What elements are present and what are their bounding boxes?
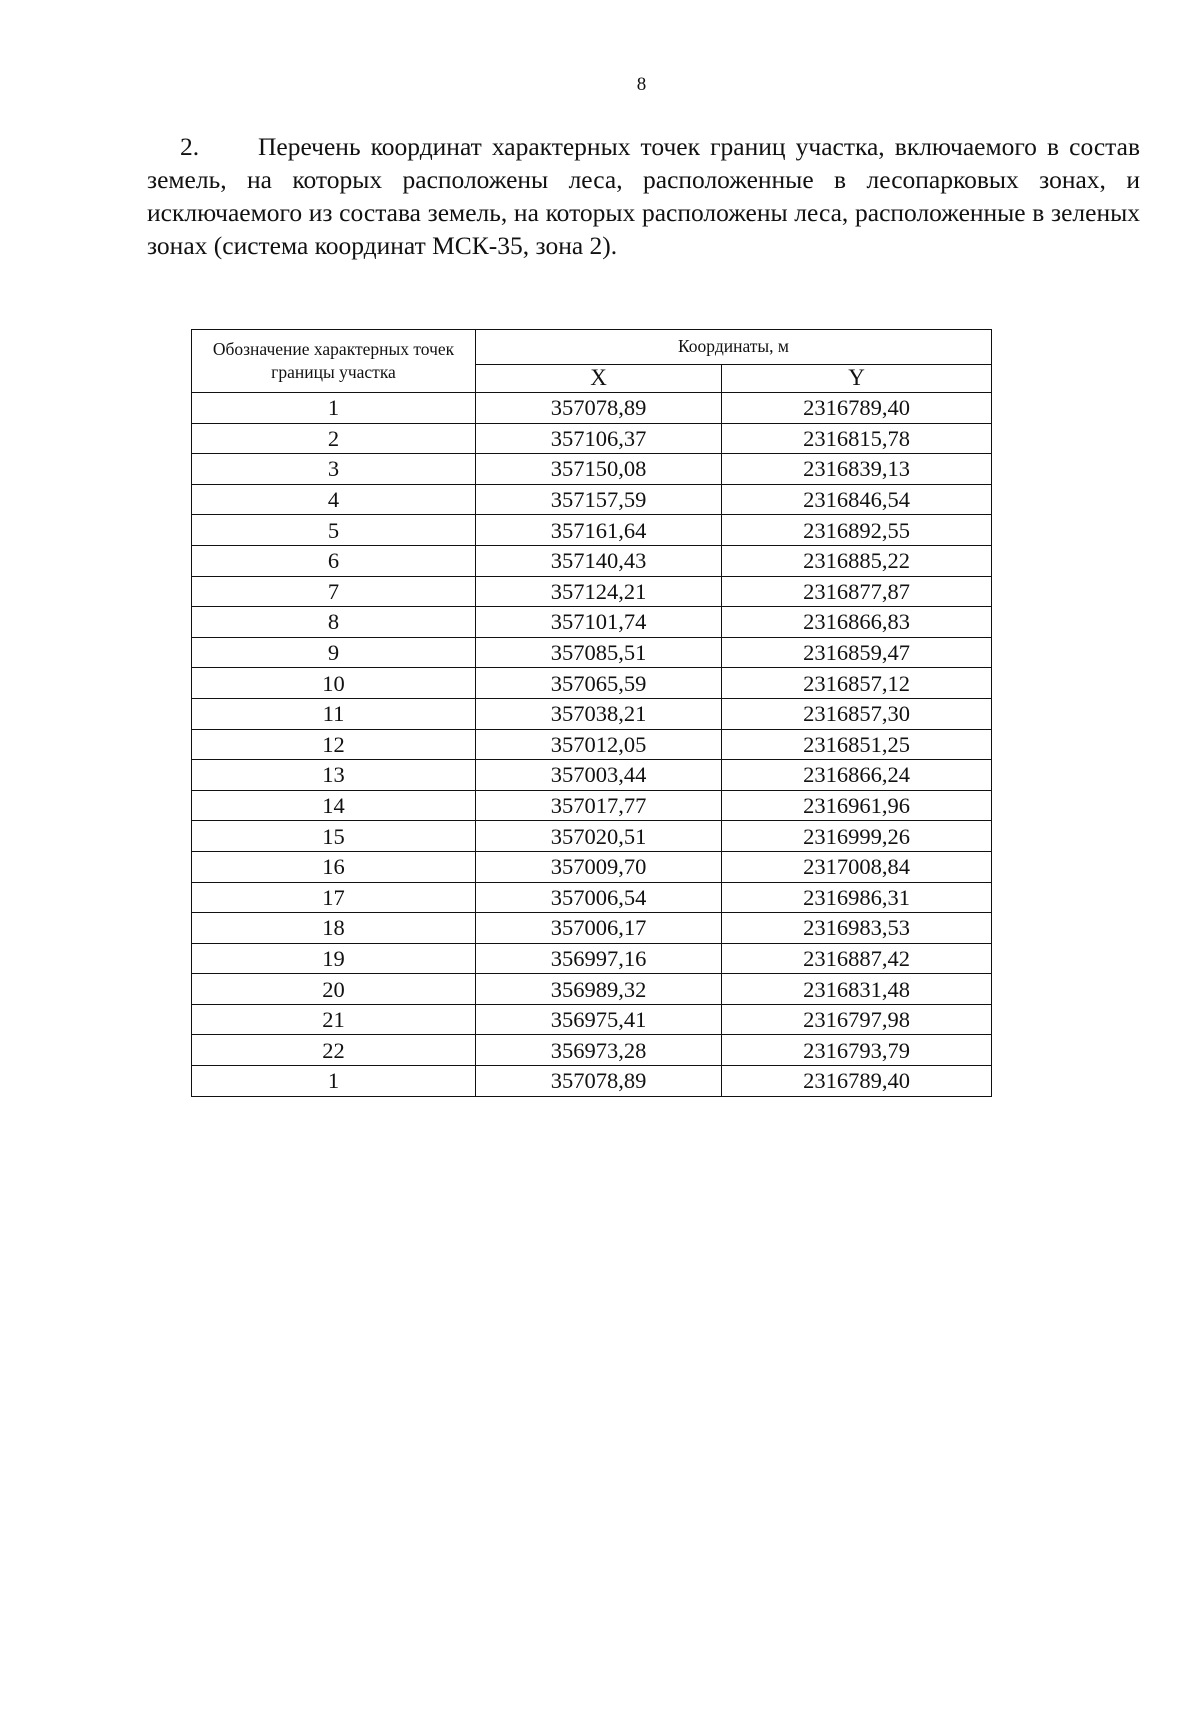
- y-cell: 2316793,79: [722, 1035, 992, 1066]
- x-cell: 357006,54: [476, 882, 722, 913]
- table-row: [192, 393, 992, 424]
- x-cell: 357078,89: [476, 393, 722, 424]
- x-cell: 356989,32: [476, 974, 722, 1005]
- x-cell: 357140,43: [476, 545, 722, 576]
- table-row: [192, 576, 992, 607]
- y-cell: 2316797,98: [722, 1004, 992, 1035]
- y-cell: 2316846,54: [722, 484, 992, 515]
- x-cell: 356997,16: [476, 943, 722, 974]
- y-cell: 2316866,83: [722, 607, 992, 638]
- x-cell: 357065,59: [476, 668, 722, 699]
- x-cell: 357161,64: [476, 515, 722, 546]
- y-cell: 2316851,25: [722, 729, 992, 760]
- table-row: [192, 913, 992, 944]
- section-heading-text: Перечень координат характерных точек границ участка, включаемого в состав земель, на которых расположены леса, расположенные в лесопарковых зонах, и исключаемого из состава земель, на которых расположены леса, расположенные в зеленых зонах (система координат МСК-35, зона 2).: [147, 132, 1140, 260]
- x-cell: 356973,28: [476, 1035, 722, 1066]
- y-cell: 2316859,47: [722, 637, 992, 668]
- point-cell: 15: [192, 821, 476, 852]
- y-cell: 2317008,84: [722, 851, 992, 882]
- table-row: [192, 484, 992, 515]
- y-cell: 2316857,30: [722, 698, 992, 729]
- table-row: [192, 821, 992, 852]
- y-cell: 2316789,40: [722, 393, 992, 424]
- point-cell: 4: [192, 484, 476, 515]
- y-cell: 2316999,26: [722, 821, 992, 852]
- table-row: [192, 1004, 992, 1035]
- table-row: [192, 545, 992, 576]
- coordinates-table-body: [192, 393, 992, 1097]
- point-cell: 22: [192, 1035, 476, 1066]
- point-cell: 8: [192, 607, 476, 638]
- y-cell: 2316887,42: [722, 943, 992, 974]
- page-number: 8: [636, 74, 647, 95]
- table-row: [192, 729, 992, 760]
- x-cell: 357124,21: [476, 576, 722, 607]
- y-cell: 2316866,24: [722, 760, 992, 791]
- point-cell: 14: [192, 790, 476, 821]
- x-cell: 357009,70: [476, 851, 722, 882]
- x-cell: 357085,51: [476, 637, 722, 668]
- y-cell: 2316892,55: [722, 515, 992, 546]
- table-row: [192, 851, 992, 882]
- point-cell: 6: [192, 545, 476, 576]
- point-cell: 5: [192, 515, 476, 546]
- x-cell: 357012,05: [476, 729, 722, 760]
- table-row: [192, 515, 992, 546]
- table-row: [192, 974, 992, 1005]
- point-cell: 19: [192, 943, 476, 974]
- point-cell: 18: [192, 913, 476, 944]
- x-cell: 357157,59: [476, 484, 722, 515]
- x-cell: 357020,51: [476, 821, 722, 852]
- table-row: [192, 943, 992, 974]
- point-cell: 17: [192, 882, 476, 913]
- point-cell: 11: [192, 698, 476, 729]
- header-x: X: [476, 364, 722, 392]
- y-cell: 2316789,40: [722, 1066, 992, 1097]
- x-cell: 357101,74: [476, 607, 722, 638]
- table-row: [192, 790, 992, 821]
- x-cell: 357150,08: [476, 454, 722, 485]
- table-row: [192, 882, 992, 913]
- point-cell: 10: [192, 668, 476, 699]
- point-cell: 1: [192, 1066, 476, 1097]
- section-number: 2.: [180, 132, 200, 161]
- y-cell: 2316961,96: [722, 790, 992, 821]
- header-point-designation: Обозначение характерных точек границы участка: [192, 330, 476, 393]
- y-cell: 2316815,78: [722, 423, 992, 454]
- point-cell: 3: [192, 454, 476, 485]
- point-cell: 12: [192, 729, 476, 760]
- y-cell: 2316885,22: [722, 545, 992, 576]
- table-row: [192, 423, 992, 454]
- header-coordinates: Координаты, м: [476, 330, 992, 365]
- point-cell: 1: [192, 393, 476, 424]
- x-cell: 357006,17: [476, 913, 722, 944]
- table-row: [192, 1035, 992, 1066]
- x-cell: 357038,21: [476, 698, 722, 729]
- y-cell: 2316986,31: [722, 882, 992, 913]
- point-cell: 16: [192, 851, 476, 882]
- header-y: Y: [722, 364, 992, 392]
- x-cell: 357078,89: [476, 1066, 722, 1097]
- x-cell: 357003,44: [476, 760, 722, 791]
- y-cell: 2316877,87: [722, 576, 992, 607]
- x-cell: 357106,37: [476, 423, 722, 454]
- point-cell: 9: [192, 637, 476, 668]
- point-cell: 21: [192, 1004, 476, 1035]
- y-cell: 2316839,13: [722, 454, 992, 485]
- point-cell: 20: [192, 974, 476, 1005]
- point-cell: 13: [192, 760, 476, 791]
- coordinates-table: [191, 329, 992, 1097]
- x-cell: 356975,41: [476, 1004, 722, 1035]
- x-cell: 357017,77: [476, 790, 722, 821]
- table-row: [192, 607, 992, 638]
- section-heading: [147, 130, 1140, 262]
- y-cell: 2316857,12: [722, 668, 992, 699]
- table-row: [192, 1066, 992, 1097]
- table-row: [192, 668, 992, 699]
- y-cell: 2316831,48: [722, 974, 992, 1005]
- table-row: [192, 454, 992, 485]
- y-cell: 2316983,53: [722, 913, 992, 944]
- point-cell: 7: [192, 576, 476, 607]
- point-cell: 2: [192, 423, 476, 454]
- table-row: [192, 637, 992, 668]
- table-row: [192, 698, 992, 729]
- table-row: [192, 760, 992, 791]
